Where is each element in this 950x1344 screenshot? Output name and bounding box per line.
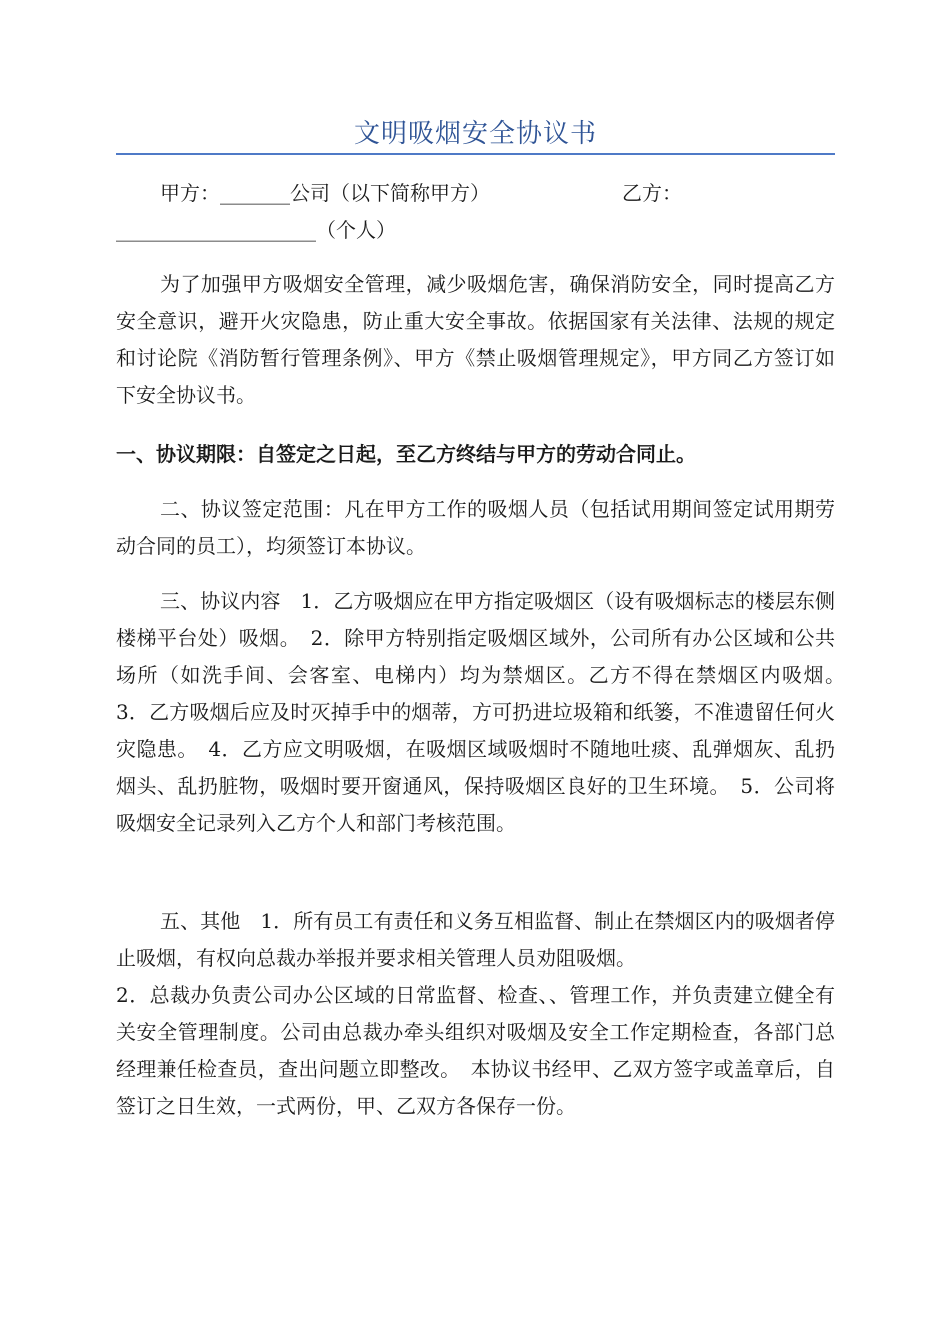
section-content: 三、协议内容 1．乙方吸烟应在甲方指定吸烟区（设有吸烟标志的楼层东侧楼梯平台处）吸烟。 2．除甲方特别指定吸烟区域外，公司所有办公区域和公共场所（如洗手间、会客室、电梯内）均为禁烟区。乙方不得在禁烟区内吸烟。 3．乙方吸烟后应及时灭掉手中的烟蒂，方可扔进垃圾箱和纸篓，不准遗留任何火灾隐患。 4．乙方应文明吸烟，在吸烟区域吸烟时不随地吐痰、乱弹烟灰、乱扔烟头、乱扔脏物，吸烟时要开窗通风，保持吸烟区良好的卫生环境。 5．公司将吸烟安全记录列入乙方个人和部门考核范围。 [116, 589, 855, 835]
section-term: 一、协议期限：自签定之日起，至乙方终结与甲方的劳动合同止。 [116, 442, 696, 466]
party-b-label: 乙方： [622, 181, 682, 205]
intro-paragraph: 为了加强甲方吸烟安全管理，减少吸烟危害，确保消防安全，同时提高乙方安全意识，避开火灾隐患，防止重大安全事故。依据国家有关法律、法规的规定和讨论院《消防暂行管理条例》、甲方《禁止吸烟管理规定》，甲方同乙方签订如下安全协议书。 [116, 272, 835, 407]
section-scope: 二、协议签定范围：凡在甲方工作的吸烟人员（包括试用期间签定试用期劳动合同的员工），均须签订本协议。 [116, 497, 835, 558]
section-other-continued: 2．总裁办负责公司办公区域的日常监督、检查、、管理工作，并负责建立健全有关安全管理制度。公司由总裁办牵头组织对吸烟及安全工作定期检查，各部门总经理兼任检查员，查出问题立即整改。 本协议书经甲、乙双方签字或盖章后，自签订之日生效，一式两份，甲、乙双方各保存一份。 [116, 983, 835, 1118]
document-title: 文明吸烟安全协议书 [353, 119, 597, 149]
party-b-blank: ____________________（个人） [116, 218, 396, 242]
party-a-label: 甲方：_______公司（以下简称甲方） [160, 181, 490, 205]
title-underline [116, 153, 835, 155]
section-other: 五、其他 1．所有员工有责任和义务互相监督、制止在禁烟区内的吸烟者停止吸烟，有权向总裁办举报并要求相关管理人员劝阻吸烟。 [116, 909, 835, 970]
